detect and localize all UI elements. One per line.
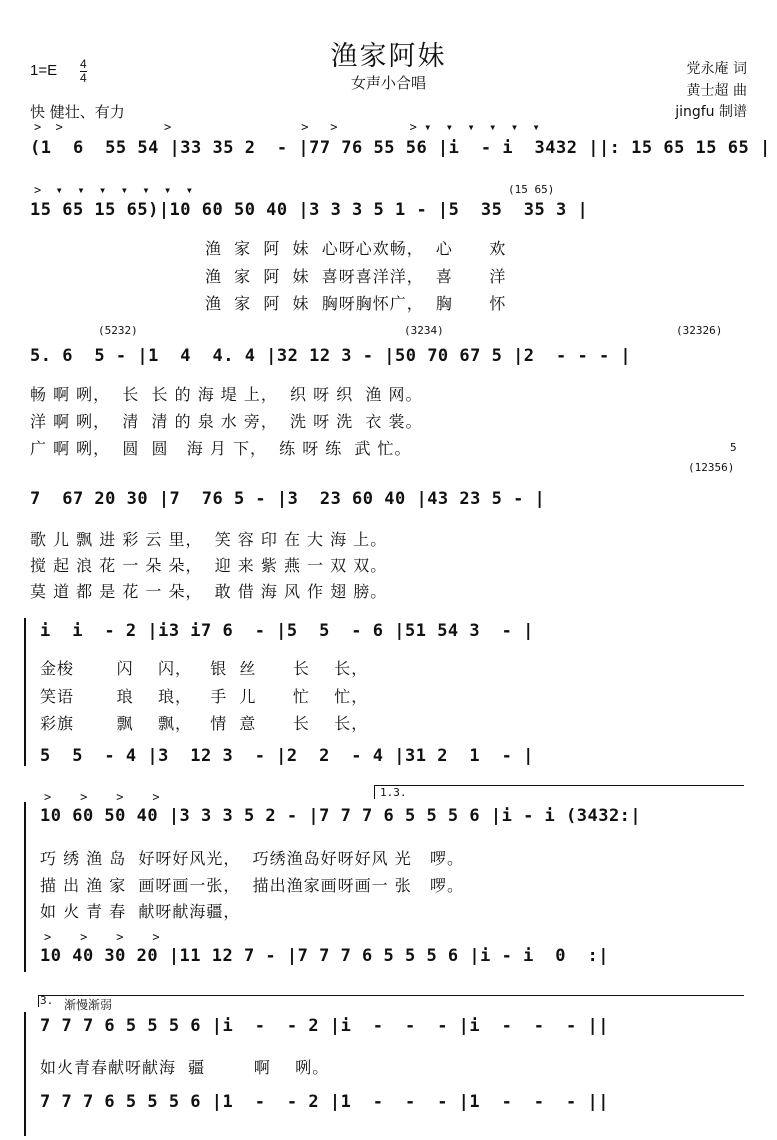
lyric-line: 笑语 琅 琅， 手 儿 忙 忙， [40, 687, 369, 706]
song-subtitle: 女声小合唱 [350, 74, 426, 92]
lyric-line: 如 火 青 春 献呀献海疆， [40, 902, 241, 921]
accent-marks: > > > > > > ▾ ▾ ▾ ▾ ▾ ▾ [34, 120, 540, 134]
lyric-line: 彩旗 飘 飘， 情 意 长 长， [40, 714, 369, 733]
lyric-line: 渔 家 阿 妹 胸呀胸怀广， 胸 怀 [205, 294, 507, 313]
volta-number: 3. [40, 994, 54, 1007]
lyric-line: 金梭 闪 闪， 银 丝 长 长， [40, 659, 369, 678]
meter-bottom: 4 [80, 71, 87, 85]
lower-voice: 10 40 30 20 |11 12 7 - |7 7 7 6 5 5 5 6 |i - i 0 :| [40, 946, 609, 966]
volta-bracket-edge [374, 785, 375, 799]
lower-voice: 7 7 7 6 5 5 5 6 |1 - - 2 |1 - - - |1 - - - || [40, 1092, 609, 1112]
grace-notes: (5232) [98, 324, 138, 337]
system-bracket [24, 802, 26, 972]
time-signature [80, 58, 87, 85]
lyric-line: 畅 啊 咧， 长 长 的 海 堤 上， 织 呀 织 渔 网。 [30, 385, 423, 404]
lyric-line: 巧 绣 渔 岛 好呀好风光， 巧绣渔岛好呀好风 光 啰。 [40, 849, 464, 868]
upper-voice: 7 7 7 6 5 5 5 6 |i - - 2 |i - - - |i - - - || [40, 1016, 609, 1036]
volta-bracket [38, 995, 744, 996]
accent-marks: > ▾ ▾ ▾ ▾ ▾ ▾ ▾ [34, 183, 193, 197]
volta-bracket [374, 785, 744, 786]
meter-top: 4 [80, 57, 87, 71]
system-bracket [24, 1012, 26, 1136]
lyric-line: 搅 起 浪 花 一 朵 朵， 迎 来 紫 燕 一 双 双。 [30, 556, 388, 575]
lyric-line: 如火青春献呀献海 疆 啊 咧。 [40, 1058, 330, 1077]
volta-bracket-edge [38, 995, 39, 1007]
tuplet-number: 5 [730, 441, 737, 454]
staff-line-2: 15 65 15 65)|10 60 50 40 |3 3 3 5 1 - |5 35 35 3 | [30, 200, 589, 220]
key-signature: 1=E [30, 62, 58, 79]
system-bracket [24, 618, 26, 766]
dynamic-marking: 渐慢渐弱 [64, 998, 113, 1012]
grace-notes: (15 65) [508, 183, 555, 196]
lyric-line: 渔 家 阿 妹 喜呀喜洋洋， 喜 洋 [205, 267, 507, 286]
lyricist-credit: 党永庵 词 [686, 61, 747, 77]
staff-line-1: (1 6 55 54 |33 35 2 - |77 76 55 56 |i - i 3432 ||: 15 65 15 65 | [30, 138, 771, 158]
volta-number: 1.3. [380, 786, 407, 799]
lyric-line: 歌 儿 飘 进 彩 云 里， 笑 容 印 在 大 海 上。 [30, 530, 388, 549]
composer-credit: 黄士超 曲 [686, 83, 747, 99]
upper-voice: 10 60 50 40 |3 3 3 5 2 - |7 7 7 6 5 5 5 6 |i - i (3432:| [40, 806, 642, 826]
arranger-credit: jingfu 制谱 [675, 104, 747, 120]
accent-marks: > > > > [44, 930, 160, 944]
lyric-line: 广 啊 咧， 圆 圆 海 月 下， 练 呀 练 武 忙。 [30, 439, 412, 458]
upper-voice: i i - 2 |i3 i7 6 - |5 5 - 6 |51 54 3 - | [40, 621, 534, 641]
grace-notes: (12356) [688, 461, 735, 474]
lyric-line: 莫 道 都 是 花 一 朵， 敢 借 海 风 作 翅 膀。 [30, 582, 388, 601]
staff-line-4: 7 67 20 30 |7 76 5 - |3 23 60 40 |43 23 5 - | [30, 489, 546, 509]
song-title: 渔家阿妹 [330, 41, 447, 72]
lower-voice: 5 5 - 4 |3 12 3 - |2 2 - 4 |31 2 1 - | [40, 746, 534, 766]
grace-notes: (32326) [676, 324, 723, 337]
lyric-line: 渔 家 阿 妹 心呀心欢畅， 心 欢 [205, 239, 507, 258]
staff-line-3: 5. 6 5 - |1 4 4. 4 |32 12 3 - |50 70 67 5 |2 - - - | [30, 346, 632, 366]
accent-marks: > > > > [44, 790, 160, 804]
lyric-line: 洋 啊 咧， 清 清 的 泉 水 旁， 洗 呀 洗 衣 裳。 [30, 412, 423, 431]
grace-notes: (3234) [404, 324, 444, 337]
tempo-marking: 快 健壮、有力 [30, 103, 125, 121]
lyric-line: 描 出 渔 家 画呀画一张， 描出渔家画呀画一 张 啰。 [40, 876, 464, 895]
